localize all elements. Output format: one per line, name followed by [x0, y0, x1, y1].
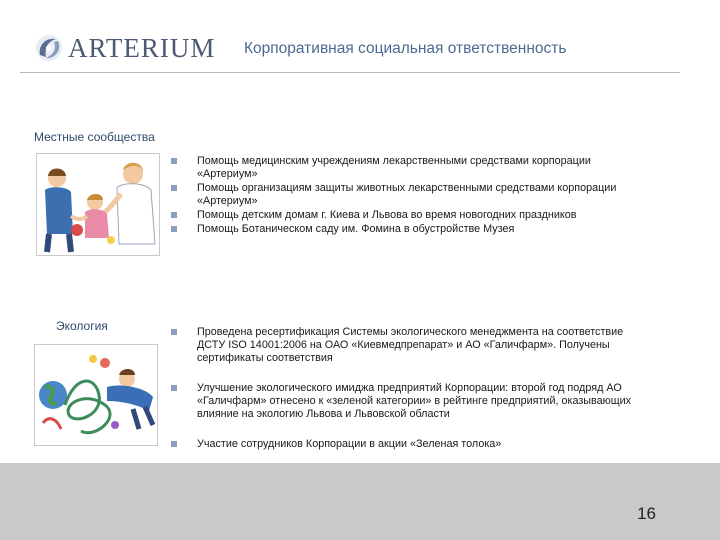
list-item: Помощь Ботаническом саду им. Фомина в обустройстве Музея	[171, 223, 651, 236]
square-bullet-icon	[171, 329, 177, 335]
ecology-illustration	[34, 344, 158, 446]
community-illustration	[36, 153, 160, 256]
slide-header	[0, 0, 720, 76]
square-bullet-icon	[171, 158, 177, 164]
list-item: Улучшение экологического имиджа предприятий Корпорации: второй год подряд АО «Галичфарм» отнесено к «зеленой категории» в рейтинге предприятий, оказывающих влияние на экологию Львова и Львовской области	[171, 382, 651, 421]
slide-title: Корпоративная социальная ответственность	[244, 40, 567, 57]
list-item: Проведена ресертификация Системы экологического менеджмента на соответствие ДСТУ ISO 14001:2006 на ОАО «Киевмедпрепарат» и АО «Галичфарм». Получены сертификаты соответствия	[171, 326, 651, 365]
arterium-logo	[34, 28, 215, 68]
community-section-label: Местные сообщества	[34, 130, 155, 144]
square-bullet-icon	[171, 441, 177, 447]
ecology-bullet-list	[171, 326, 651, 468]
square-bullet-icon	[171, 185, 177, 191]
community-bullet-list	[171, 155, 651, 237]
list-item: Помощь медицинским учреждениям лекарственными средствами корпорации «Артериум»	[171, 155, 651, 181]
square-bullet-icon	[171, 226, 177, 232]
ecology-section-label: Экология	[56, 319, 108, 333]
logo-text: ARTERIUM	[68, 32, 216, 63]
arterium-swirl-icon	[34, 33, 64, 63]
list-item: Помощь организациям защиты животных лекарственными средствами корпорации «Артериум»	[171, 182, 651, 208]
list-item: Участие сотрудников Корпорации в акции «Зеленая толока»	[171, 438, 651, 451]
header-divider	[20, 72, 680, 73]
page-number: 16	[637, 504, 656, 523]
slide-footer	[0, 463, 720, 540]
square-bullet-icon	[171, 385, 177, 391]
list-item: Помощь детским домам г. Киева и Львова во время новогодних праздников	[171, 209, 651, 222]
square-bullet-icon	[171, 212, 177, 218]
